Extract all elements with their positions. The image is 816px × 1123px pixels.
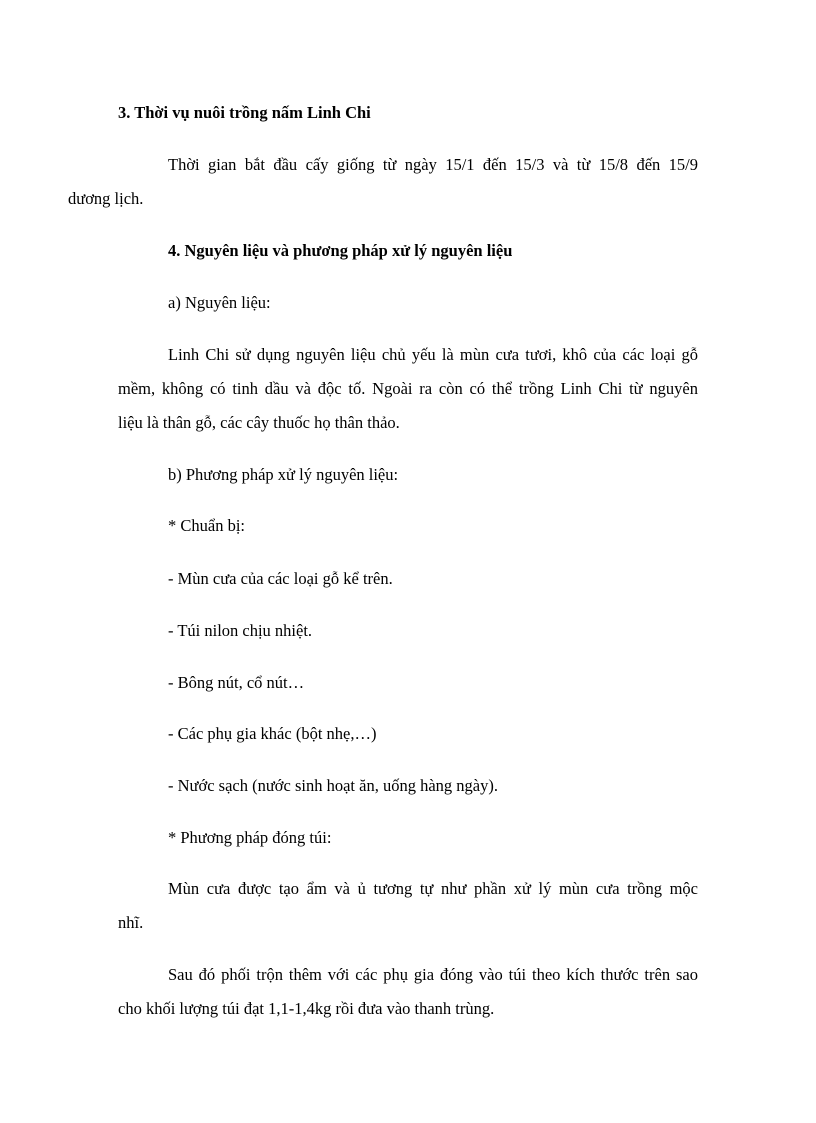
paragraph-line: dương lịch. xyxy=(68,189,144,208)
subheading-b: b) Phương pháp xử lý nguyên liệu: xyxy=(168,465,399,484)
paragraph-line: cho khối lượng túi đạt 1,1-1,4kg rồi đưa vào thanh trùng. xyxy=(118,999,495,1018)
subheading-a: a) Nguyên liệu: xyxy=(168,293,271,312)
list-item: - Mùn cưa của các loại gỗ kể trên. xyxy=(168,569,393,588)
prep-title: * Chuẩn bị: xyxy=(168,516,245,535)
paragraph-line: liệu là thân gỗ, các cây thuốc họ thân thảo. xyxy=(118,413,400,432)
list-item: - Nước sạch (nước sinh hoạt ăn, uống hàng ngày). xyxy=(168,776,498,795)
bagging-paragraph-2 xyxy=(118,958,698,1026)
paragraph-line: Mùn cưa được tạo ẩm và ủ tương tự như phần xử lý mùn cưa trồng mộc xyxy=(168,879,698,898)
list-item: - Bông nút, cổ nút… xyxy=(168,673,305,692)
paragraph-line: nhĩ. xyxy=(118,913,144,932)
section-3-heading: 3. Thời vụ nuôi trồng nấm Linh Chi xyxy=(118,103,371,122)
list-item: - Túi nilon chịu nhiệt. xyxy=(168,621,313,640)
paragraph-line: Linh Chi sử dụng nguyên liệu chủ yếu là mùn cưa tươi, khô của các loại gỗ xyxy=(168,345,698,364)
section-3-paragraph xyxy=(68,148,698,216)
bagging-paragraph-1 xyxy=(118,872,698,940)
paragraph-line: Thời gian bắt đầu cấy giống từ ngày 15/1 đến 15/3 và từ 15/8 đến 15/9 xyxy=(168,155,698,174)
paragraph-a xyxy=(118,338,698,440)
list-item: - Các phụ gia khác (bột nhẹ,…) xyxy=(168,724,377,743)
section-4-heading: 4. Nguyên liệu và phương pháp xử lý nguyên liệu xyxy=(168,241,513,260)
paragraph-line: mềm, không có tinh dầu và độc tố. Ngoài ra còn có thể trồng Linh Chi từ nguyên xyxy=(118,379,698,398)
paragraph-line: Sau đó phối trộn thêm với các phụ gia đóng vào túi theo kích thước trên sao xyxy=(168,965,698,984)
bagging-title: * Phương pháp đóng túi: xyxy=(168,828,332,847)
